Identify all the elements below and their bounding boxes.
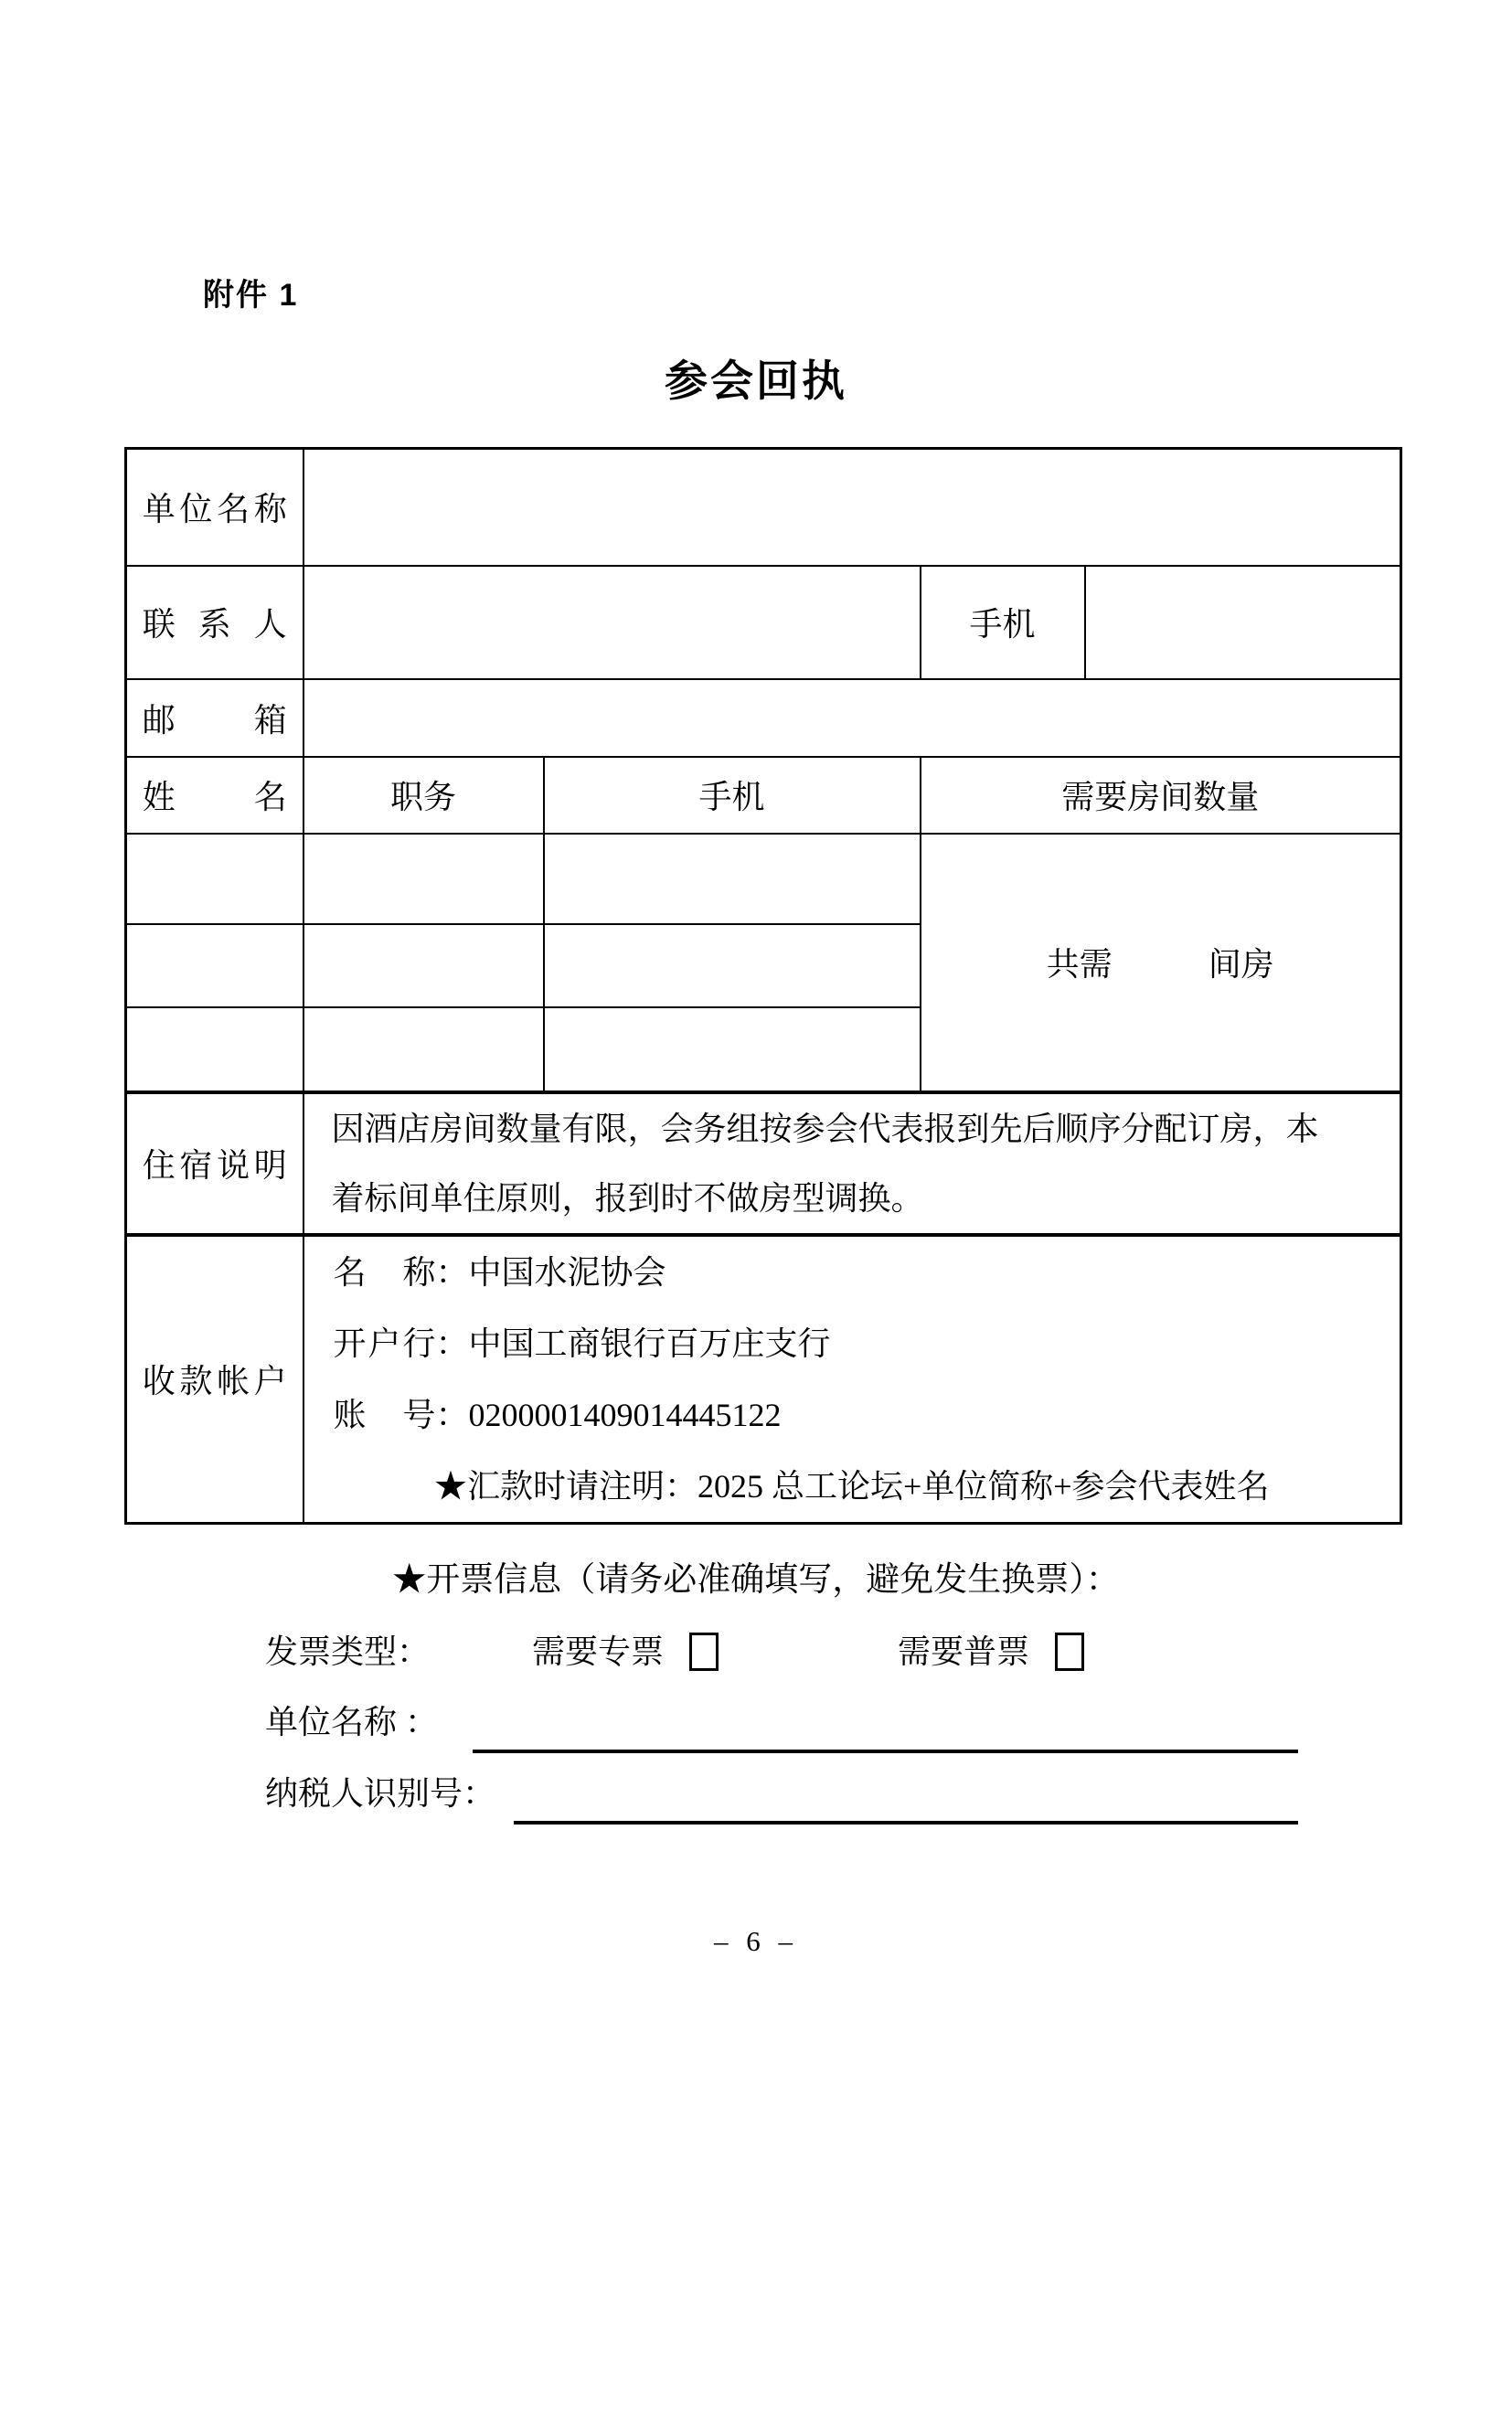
page-number: – 6 –	[714, 1924, 798, 1957]
attachment-label: 附件 1	[203, 278, 299, 313]
header-name: 姓名	[126, 757, 303, 834]
rooms-total-suffix: 间房	[1208, 946, 1274, 983]
account-name-value: 中国水泥协会	[468, 1253, 666, 1291]
remit-note: ★汇款时请注明：2025 总工论坛+单位简称+参会代表姓名	[433, 1467, 1270, 1505]
attendee-name-input-3[interactable]	[126, 1007, 303, 1092]
rooms-total-cell[interactable]	[921, 834, 1401, 1092]
account-number-value: 0200001409014445122	[468, 1396, 782, 1433]
attendee-name-input-2[interactable]	[126, 924, 303, 1007]
attendee-mobile-input-3[interactable]	[544, 1007, 921, 1092]
email-label: 邮箱	[126, 679, 303, 757]
header-mobile: 手机	[544, 757, 921, 834]
invoice-type-label: 发票类型：	[265, 1633, 431, 1670]
page-title: 参会回执	[665, 356, 847, 405]
contact-label: 联系人	[126, 566, 303, 679]
rooms-total-prefix: 共需	[1046, 946, 1113, 983]
account-detail-cell	[303, 1235, 1401, 1524]
accommodation-text-line-1: 因酒店房间数量有限，会务组按参会代表报到先后顺序分配订房，本	[331, 1110, 1319, 1147]
attendee-mobile-input-1[interactable]	[544, 834, 921, 924]
tax-id-label: 纳税人识别号：	[265, 1774, 496, 1812]
attendee-title-input-2[interactable]	[303, 924, 544, 1007]
invoice-type-row	[265, 1629, 1512, 1675]
special-invoice-checkbox[interactable]	[689, 1633, 719, 1671]
special-invoice-label: 需要专票	[532, 1633, 665, 1670]
email-input-cell[interactable]	[303, 679, 1401, 757]
accommodation-label: 住宿说明	[126, 1092, 303, 1235]
general-invoice-checkbox[interactable]	[1055, 1633, 1084, 1671]
invoice-info-note: ★开票信息（请务必准确填写，避免发生换票）：	[392, 1560, 1120, 1599]
tax-id-row	[265, 1770, 1298, 1817]
unit-name-label: 单位名称	[126, 449, 303, 566]
account-name-row: 名称：中国水泥协会	[333, 1253, 666, 1291]
attendee-title-input-3[interactable]	[303, 1007, 544, 1092]
general-invoice-label: 需要普票	[898, 1633, 1030, 1670]
attendee-name-input-1[interactable]	[126, 834, 303, 924]
account-number-row: 账号：0200001409014445122	[333, 1396, 782, 1433]
account-bank-value: 中国工商银行百万庄支行	[468, 1325, 831, 1362]
header-title: 职务	[303, 757, 544, 834]
accommodation-text-cell	[303, 1092, 1401, 1235]
account-bank-row: 开户行：中国工商银行百万庄支行	[333, 1325, 831, 1362]
tax-id-fill-line[interactable]	[514, 1779, 1298, 1825]
contact-mobile-input-cell[interactable]	[1085, 566, 1401, 679]
account-label: 收款帐户	[126, 1235, 303, 1524]
company-name-row	[265, 1698, 1298, 1746]
unit-name-input-cell[interactable]	[303, 449, 1401, 566]
header-rooms: 需要房间数量	[921, 757, 1401, 834]
attendee-mobile-input-2[interactable]	[544, 924, 921, 1007]
company-name-label: 单位名称 ：	[265, 1703, 439, 1740]
accommodation-text-line-2: 着标间单住原则，报到时不做房型调换。	[331, 1179, 924, 1217]
contact-input-cell[interactable]	[303, 566, 921, 679]
company-name-fill-line[interactable]	[473, 1708, 1298, 1753]
reply-form-table	[124, 447, 1402, 1525]
contact-mobile-label: 手机	[921, 566, 1085, 679]
attendee-title-input-1[interactable]	[303, 834, 544, 924]
